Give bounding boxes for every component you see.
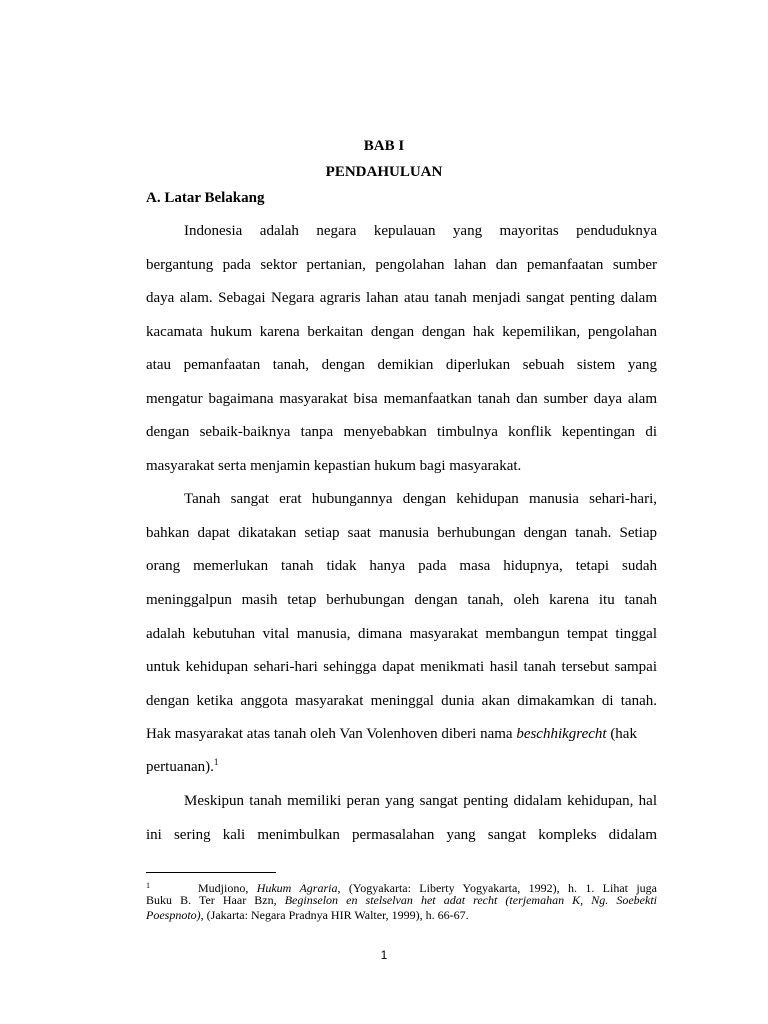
- section-heading: A. Latar Belakang: [146, 190, 265, 206]
- paragraph-line: Hak masyarakat atas tanah oleh Van Volenhoven diberi nama beschhikgrecht (hak: [146, 726, 637, 742]
- paragraph-line: kacamata hukum karena berkaitan dengan dengan hak kepemilikan, pengolahan: [146, 324, 657, 340]
- paragraph-line: dengan sebaik-baiknya tanpa menyebabkan timbulnya konflik kepentingan di: [146, 424, 657, 440]
- paragraph-line: pertuanan).$^1$: [146, 757, 219, 775]
- paragraph-line: orang memerlukan tanah tidak hanya pada masa hidupnya, tetapi sudah: [146, 558, 657, 574]
- footnote-separator: [146, 872, 276, 873]
- chapter-number: BAB I: [363, 138, 405, 154]
- paragraph-line: bergantung pada sektor pertanian, pengolahan lahan dan pemanfaatan sumber: [146, 257, 657, 273]
- page-number: 1: [380, 948, 388, 962]
- paragraph-line: mengatur bagaimana masyarakat bisa memanfaatkan tanah dan sumber daya alam: [146, 391, 657, 407]
- chapter-title: PENDAHULUAN: [325, 164, 443, 180]
- footnote-line: Poespnoto), (Jakarta: Negara Pradnya HIR Walter, 1999), h. 66-67.: [146, 908, 469, 922]
- paragraph-line: untuk kehidupan sehari-hari sehingga dapat menikmati hasil tanah tersebut sampai: [146, 659, 657, 675]
- paragraph-line: masyarakat serta menjamin kepastian hukum bagi masyarakat.: [146, 458, 522, 474]
- paragraph-line: ini sering kali menimbulkan permasalahan yang sangat kompleks didalam: [146, 827, 657, 843]
- footnote-line: Buku B. Ter Haar Bzn, Beginselon en stelselvan het adat recht (terjemahan K, Ng. Soebekti: [146, 893, 657, 907]
- footnote-line: 1 Mudjiono, Hukum Agraria, (Yogyakarta: Liberty Yogyakarta, 1992), h. 1. Lihat juga: [146, 878, 657, 896]
- paragraph-line: Tanah sangat erat hubungannya dengan kehidupan manusia sehari-hari,: [184, 491, 657, 507]
- paragraph-line: meninggalpun masih tetap berhubungan dengan tanah, oleh karena itu tanah: [146, 592, 657, 608]
- italic-term: beschhikgrecht: [516, 726, 607, 742]
- footnote-reference[interactable]: 1: [213, 757, 219, 767]
- paragraph-line: Indonesia adalah negara kepulauan yang mayoritas penduduknya: [184, 223, 657, 239]
- paragraph-line: Meskipun tanah memiliki peran yang sangat penting didalam kehidupan, hal: [184, 793, 657, 809]
- paragraph-line: bahkan dapat dikatakan setiap saat manusia berhubungan dengan tanah. Setiap: [146, 525, 657, 541]
- paragraph-line: dengan ketika anggota masyarakat meninggal dunia akan dimakamkan di tanah.: [146, 693, 657, 709]
- paragraph-line: adalah kebutuhan vital manusia, dimana masyarakat membangun tempat tinggal: [146, 626, 657, 642]
- footnote-mark: 1: [146, 881, 150, 890]
- paragraph-line: daya alam. Sebagai Negara agraris lahan atau tanah menjadi sangat penting dalam: [146, 290, 657, 306]
- paragraph-line: atau pemanfaatan tanah, dengan demikian diperlukan sebuah sistem yang: [146, 357, 657, 373]
